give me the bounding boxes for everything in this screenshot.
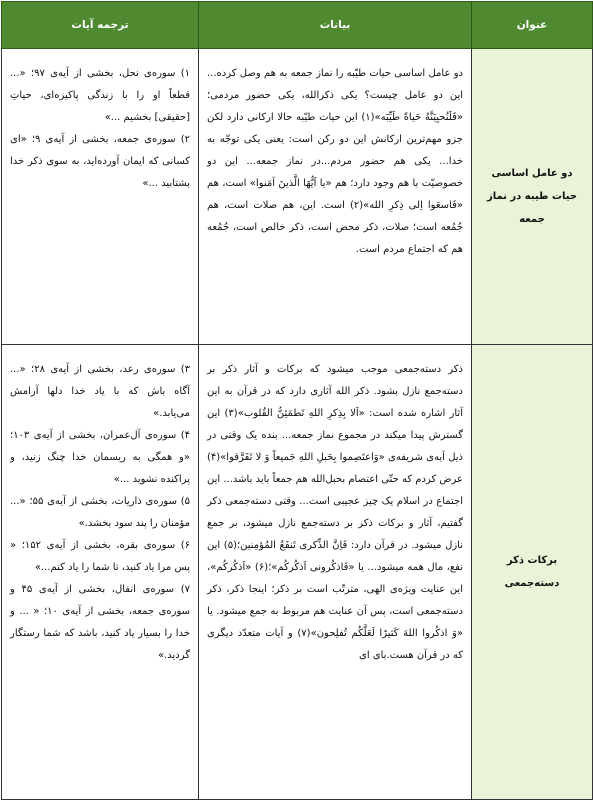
row-title: برکات ذکر دسته‌جمعی bbox=[472, 345, 593, 800]
translation-item: ۳) سوره‌ی رعد، بخشی از آیه‌ی ۲۸؛ «... آگاه باش که با یاد خدا دلها آرامش می‌یابد.» bbox=[10, 364, 190, 419]
translation-item: ۴) سوره‌ی آل‌عمران، بخشی از آیه‌ی ۱۰۳؛ «و همگی به ریسمان خدا چنگ زنید، و پراکنده نشوید ...» bbox=[10, 430, 190, 485]
translation-item: ۷) سوره‌ی انفال، بخشی از آیه‌ی ۴۵ و سوره‌ی جمعه، بخشی از آیه‌ی ۱۰؛ « ... و خدا را بسیار یاد کنید، باشد که شما رستگار گردید.» bbox=[10, 584, 191, 661]
header-title: عنوان bbox=[472, 2, 593, 49]
translation-item: ۶) سوره‌ی بقره، بخشی از آیه‌ی ۱۵۲؛ « پس مرا یاد کنید، تا شما را یاد کنم...» bbox=[10, 540, 191, 573]
table-row bbox=[2, 345, 593, 800]
row-explanation: دو عامل اساسی حیات طیّبه را نماز جمعه به هم وصل کرده... این دو عامل چیست؟ یکی ذکرالله، یکی حضور مردمی؛ «فَلَنُحیِیَنَّهُ حَیاةً طَیِّبَه»(۱) این حیات طیّبه حالا ارکانی دارد لکن جزو مهم‌ترین ارکانش این دو رکن است: یعنی یکی توجّه به خدا... یکی هم حضور مردم...در نماز جمعه... این دو خصوصیّت با هم وجود دارد؛ هم «یا اَیُّهَا الَّذینَ آمَنوا» است، هم «فَاسعَوا اِلی ذِکرِ الله»(۲) است. این، هم صلات است، هم جُمُعه است؛ صلات، ذکر محض است، ذکر خالص است، جُمُعه هم که اجتماع مردم است. bbox=[199, 49, 472, 345]
translation-item: ۵) سوره‌ی ذاریات، بخشی از آیه‌ی ۵۵؛ «... مؤمنان را پند سود بخشد.» bbox=[10, 496, 190, 529]
translation-item: ۱) سوره‌ی نحل، بخشی از آیه‌ی ۹۷؛ «... قطعاً او را با زندگی پاکیزه‌ای، حیاتِ [حقیقی] بخشیم ...» bbox=[10, 68, 190, 123]
header-translation: ترجمه آیات bbox=[2, 2, 199, 49]
row-title: دو عامل اساسی حیات طیبه در نماز جمعه bbox=[472, 49, 593, 345]
translation-item: ۲) سوره‌ی جمعه، بخشی از آیه‌ی ۹؛ «ای کسانی که ایمان آورده‌اید، به سوی ذکر خدا بشتابید ...» bbox=[10, 134, 190, 189]
row-translations bbox=[2, 345, 199, 800]
row-explanation: ذکر دسته‌جمعی موجب میشود که برکات و آثار ذکر بر دسته‌جمع نازل بشود. ذکر الله آثاری دارد که در قرآن به این آثار اشاره شده است: «اَلا بِذِکرِ اللهِ تَطمَئِنُّ القُلوب»(۳) این گسترش پیدا میکند در مجموع نماز جمعه... بنده یک وقتی در ذیل آیه‌ی شریفه‌ی «وَاعتَصِموا بِحَبلِ اللهِ جَمیعاً وَ لا تَفَرَّقوا»(۴) عرض کردم که حتّی اعتصام بحبل‌الله هم جمعاً باید باشد... این اجتماع در اسلام یک چیز عجیبی است... وقتی دسته‌جمعی ذکر گفتیم، آثار و برکات ذکر بر دسته‌جمع نازل میشود، بر جمع نازل میشود. در قرآن دارد: فَاِنَّ الذِّکری تَنفَعُ المُؤمِنین؛(۵) این نفع، مال همه میشود... یا «فَاذکُرونی اَذکُرکُم»؛(۶) «اَذکُرکُم»، این عنایت ویژه‌ی الهی، مترتّب است بر ذکر؛ اینجا ذکر، ذکر دسته‌جمعی است، پس آن عنایت هم مربوط به جمع میشود. یا «وَ اذکُروا اللهَ کَثیرًا لَعَلَّکُم تُفلِحون»(۷) و آیات متعدّد دیگری که در قرآن هست.بای ای bbox=[199, 345, 472, 800]
header-explanations: بیانات bbox=[199, 2, 472, 49]
table-row bbox=[2, 49, 593, 345]
content-table bbox=[1, 1, 593, 800]
header-row bbox=[2, 2, 593, 49]
row-translations bbox=[2, 49, 199, 345]
